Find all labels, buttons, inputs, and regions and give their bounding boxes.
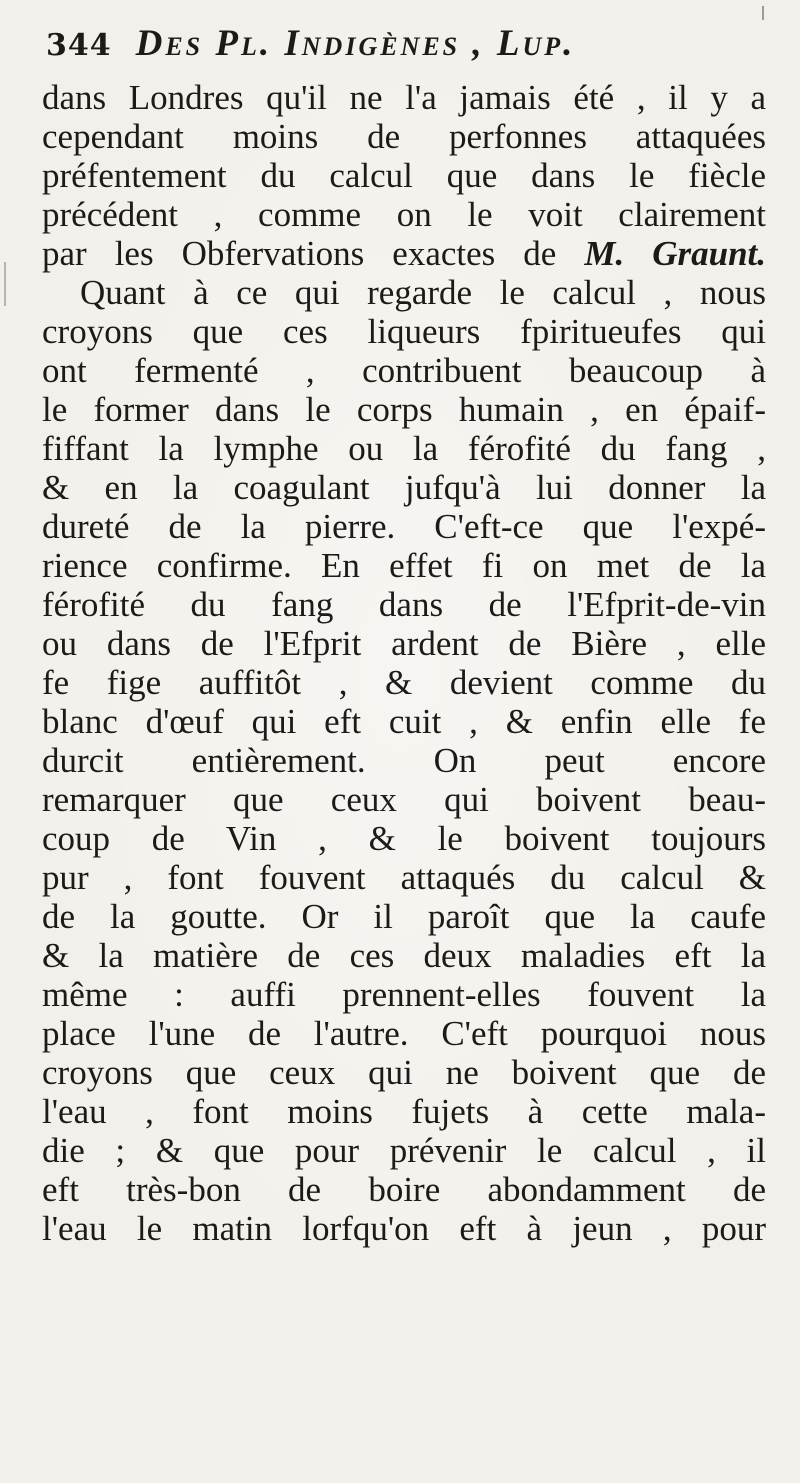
page-edge-mark [762,6,764,20]
italic-name: M. Graunt. [584,234,767,273]
text-line-content: pur , font fouvent attaqués du calcul & [42,858,766,897]
text-line [42,468,766,507]
page-number: 344 [46,28,112,63]
text-line-content: blanc d'œuf qui eft cuit , & enfin elle fe [42,702,766,741]
text-line-content: ont fermenté , contribuent beaucoup à [42,351,766,390]
body-text [42,78,770,1248]
text-line-content: coup de Vin , & le boivent toujours [42,819,766,858]
text-line [42,234,766,273]
text-line-content: ou dans de l'Efprit ardent de Bière , elle [42,624,766,663]
page-header [46,22,770,78]
text-line [42,351,766,390]
text-line [42,585,766,624]
text-line-content: & en la coagulant jufqu'à lui donner la [42,468,766,507]
text-line-content: par les Obfervations exactes de [42,234,585,273]
text-line-content: cependant moins de perfonnes attaquées [42,117,766,156]
text-line-content: l'eau , font moins fujets à cette mala- [42,1092,766,1131]
text-line [42,936,766,975]
text-line [42,858,766,897]
text-line-content: de la goutte. Or il paroît que la caufe [42,897,766,936]
text-line-content: die ; & que pour prévenir le calcul , il [42,1131,766,1170]
text-line [42,780,766,819]
text-line-content: férofité du fang dans de l'Efprit-de-vin [42,585,766,624]
text-line [42,702,766,741]
text-line-content: croyons que ceux qui ne boivent que de [42,1053,766,1092]
text-line [42,390,766,429]
text-line-content: précédent , comme on le voit clairement [42,195,766,234]
text-line [42,507,766,546]
text-line [42,1131,766,1170]
text-line [42,429,766,468]
text-line [42,1053,766,1092]
text-line-content: remarquer que ceux qui boivent beau- [42,780,766,819]
text-line [42,1092,766,1131]
text-line-content: rience confirme. En effet fi on met de la [42,546,766,585]
text-line [42,1209,766,1248]
text-line [42,312,766,351]
text-line [42,897,766,936]
text-line-content: dans Londres qu'il ne l'a jamais été , il y a [42,78,766,117]
text-line-content: préfentement du calcul que dans le fiècle [42,156,766,195]
text-line [42,546,766,585]
text-line [42,117,766,156]
text-line-content: & la matière de ces deux maladies eft la [42,936,766,975]
text-line-content: place l'une de l'autre. C'eft pourquoi nous [42,1014,766,1053]
text-line-content: eft très-bon de boire abondamment de [42,1170,766,1209]
text-line [42,819,766,858]
text-line-content: même : auffi prennent-elles fouvent la [42,975,766,1014]
text-line-content: Quant à ce qui regarde le calcul , nous [80,273,766,312]
text-line-content: croyons que ces liqueurs fpiritueufes qui [42,312,766,351]
text-line [42,78,766,117]
text-line-content: durcit entièrement. On peut encore [42,741,766,780]
text-line-content: fiffant la lymphe ou la férofité du fang , [42,429,766,468]
text-line [42,195,766,234]
margin-mark [4,262,6,306]
text-line [42,975,766,1014]
text-line-content: dureté de la pierre. C'eft-ce que l'expé- [42,507,766,546]
text-line [42,663,766,702]
text-line [42,1014,766,1053]
text-line-content: l'eau le matin lorfqu'on eft à jeun , pour [42,1209,766,1248]
text-line [42,741,766,780]
text-line-content: fe fige auffitôt , & devient comme du [42,663,766,702]
text-line-content: le former dans le corps humain , en épaif- [42,390,766,429]
text-line [42,1170,766,1209]
text-line [42,624,766,663]
text-line [42,156,766,195]
running-head: Des Pl. Indigènes , Lup. [135,23,576,64]
text-line [42,273,766,312]
